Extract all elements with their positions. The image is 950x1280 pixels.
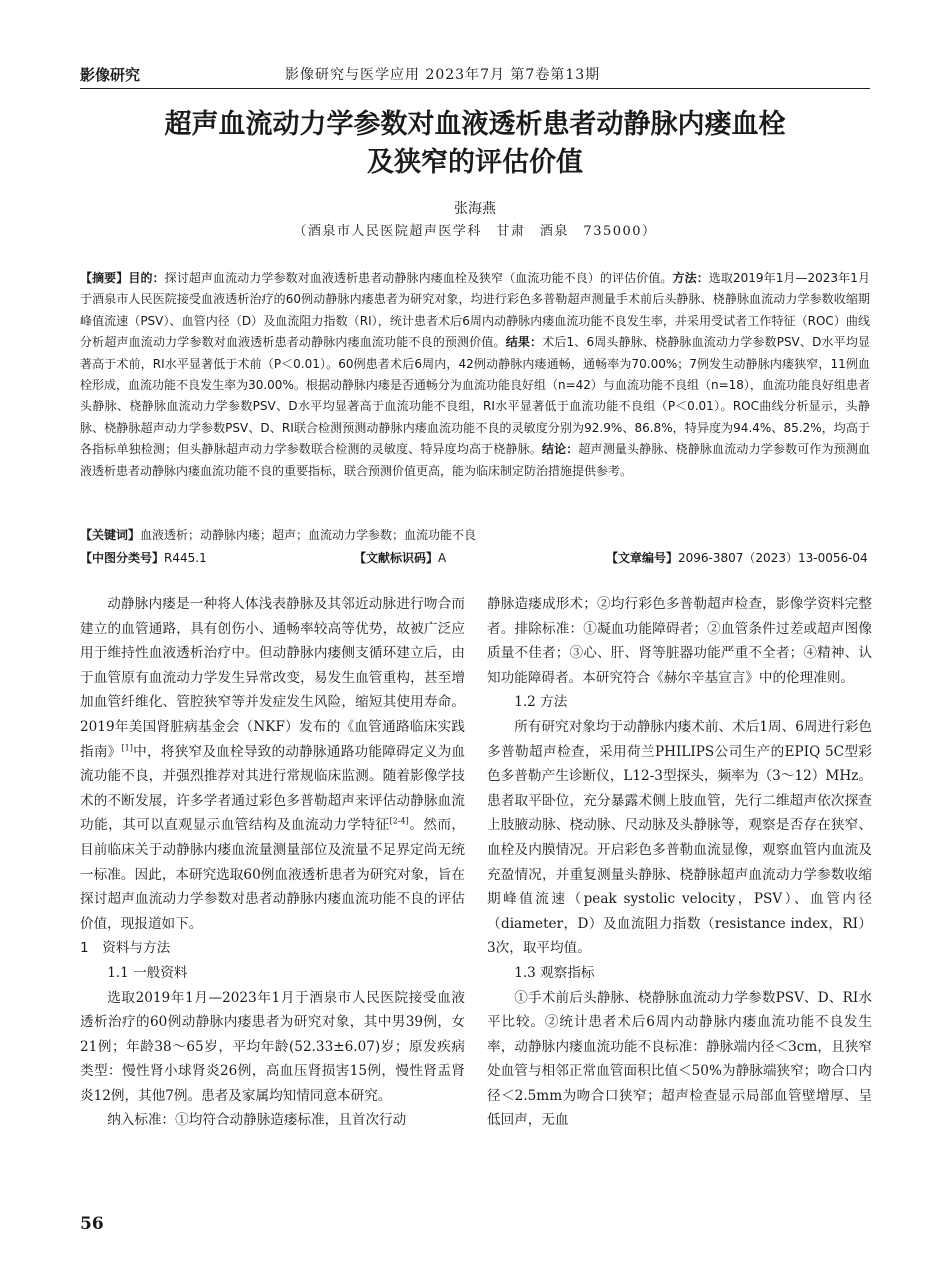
ref-1: [1]	[121, 743, 133, 753]
abstract	[80, 268, 870, 482]
conclusion-label: 结论：	[541, 442, 579, 457]
criteria-paragraph: 静脉造瘘成形术；②均行彩色多普勒超声检查，影像学资料完整者。排除标准：①凝血功能障碍者；②血管条件过差或超声图像质量不佳者；③心、肝、肾等脏器功能严重不全者；④精神、认知功能障碍者。本研究符合《赫尔辛基宣言》中的伦理准则。	[487, 596, 872, 686]
clc-value: R445.1	[164, 551, 207, 565]
results-label: 结果：	[505, 335, 543, 350]
ref-2-4: [2-4]	[389, 816, 409, 826]
section-heading-1: 1 资料与方法	[80, 940, 171, 957]
methods-text: 选取2019年1月—2023年1月于酒泉市人民医院接受血液透析治疗的60例动静脉内瘘患者为研究对象，均进行彩色多普勒超声测量手术前后头静脉、桡静脉血流动力学参数收缩期峰值流速（PSV）、血管内径（D）及血流阻力指数（RI），统计患者术后6周内动静脉内瘘血流功能不良发生率，并采用受试者工作特征（ROC）曲线分析超声血流动力学参数对血液透析患者动静脉内瘘血流功能不良的预测价值。	[80, 271, 870, 350]
right-column	[487, 592, 872, 1133]
objective-text: 探讨超声血流动力学参数对血液透析患者动静脉内瘘血栓及狭窄（血流功能不良）的评估价值。	[164, 271, 673, 285]
clc-number	[80, 549, 207, 566]
methods-label: 方法：	[672, 271, 709, 285]
results-text: 术后1、6周头静脉、桡静脉血流动力学参数PSV、D水平均显著高于术前，RI水平显著低于术前（P＜0.01）。60例患者术后6周内，42例动静脉内瘘通畅，通畅率为70.00%；7例发生动静脉内瘘狭窄，11例血栓形成，血流功能不良发生率为30.00%。根据动静脉内瘘是否通畅分为血流功能良好组（n=42）与血流功能不良组（n=18），血流功能良好组患者头静脉、桡静脉血流动力学参数PSV、D水平均显著高于血流功能不良组，RI水平显著低于血流功能不良组（P＜0.01）。ROC曲线分析显示，头静脉、桡静脉超声动力学参数PSV、D、RI联合检测预测动静脉内瘘血流功能不良的灵敏度分别为92.9%、86.8%，特异度为94.4%、85.2%，均高于各指标单独检测；但头静脉超声动力学参数联合检测的灵敏度、特异度均高于桡静脉。	[80, 335, 870, 457]
title-line-2: 及狭窄的评估价值	[367, 147, 583, 178]
general-data-paragraph: 选取2019年1月—2023年1月于酒泉市人民医院接受血液透析治疗的60例动静脉内瘘患者为研究对象，其中男39例，女21例；年龄38～65岁，平均年龄(52.33±6.07)岁；原发疾病类型：慢性肾小球肾炎26例，高血压肾损害15例，慢性肾盂肾炎12例，其他7例。患者及家属均知情同意本研究。	[80, 989, 465, 1104]
indicators-paragraph: ①手术前后头静脉、桡静脉血流动力学参数PSV、D、RI水平比较。②统计患者术后6周内动静脉内瘘血流功能不良发生率，动静脉内瘘血流功能不良标准：静脉端内径＜3cm，且狭窄处血管与相邻正常血管面积比值＜50%为静脉端狭窄；吻合口内径＜2.5mm为吻合口狭窄；超声检查显示局部血管壁增厚、呈低回声，无血	[487, 989, 872, 1129]
abstract-label: 【摘要】	[80, 271, 129, 285]
doc-code	[354, 549, 446, 566]
doc-code-value: A	[438, 551, 447, 565]
keywords-label: 【关键词】	[80, 528, 141, 542]
article-number	[606, 549, 868, 566]
doc-code-label: 【文献标识码】	[354, 551, 439, 565]
section-label: 影像研究	[80, 66, 141, 84]
subsection-heading-1-3: 1.3 观察指标	[514, 964, 595, 981]
intro-text-1: 动静脉内瘘是一种将人体浅表静脉及其邻近动脉进行吻合而建立的血管通路，具有创伤小、通畅率较高等优势，故被广泛应用于维持性血液透析治疗中。但动静脉内瘘侧支循环建立后，由于血管原有血流动力学发生异常改变，易发生血管重构，甚至增加血管纤维化、管腔狭窄等并发症发生风险，缩短其使用寿命。2019年美国肾脏病基金会（NKF）发布的《血管通路临床实践指南》	[80, 596, 465, 760]
article-no-value: 2096-3807（2023）13-0056-04	[678, 551, 868, 565]
keywords-text: 血液透析；动静脉内瘘；超声；血流动力学参数；血流功能不良	[140, 528, 477, 542]
subsection-heading-1-1: 1.1 一般资料	[107, 964, 188, 981]
subsection-heading-1-2: 1.2 方法	[514, 694, 568, 711]
conclusion-text: 超声测量头静脉、桡静脉血流动力学参数可作为预测血液透析患者动静脉内瘘血流功能不良的重要指标，联合预测价值更高，能为临床制定防治措施提供参考。	[80, 442, 870, 478]
objective-label: 目的：	[128, 271, 165, 285]
intro-text-2: 中，将狭窄及血栓导致的动静脉通路功能障碍定义为血流功能不良，并强烈推荐对其进行常规临床监测。随着影像学技术的不断发展，许多学者通过彩色多普勒超声来评估动静脉血流功能，其可以直观显示血管结构及血流动力学特征	[80, 743, 466, 834]
journal-header: 影像研究与医学应用 2023年7月 第7卷第13期	[285, 67, 601, 83]
left-column	[80, 592, 465, 1133]
intro-text-3: 。然而，目前临床关于动静脉内瘘血流量测量部位及流量不足界定尚无统一标准。因此，本研究选取60例血液透析患者为研究对象，旨在探讨超声血流动力学参数对患者动静脉内瘘血流功能不良的评估价值，现报道如下。	[80, 817, 466, 932]
affiliation: （酒泉市人民医院超声医学科 甘肃 酒泉 735000）	[293, 224, 657, 239]
article-no-label: 【文章编号】	[606, 551, 679, 565]
keywords	[80, 526, 870, 543]
clc-label: 【中图分类号】	[80, 551, 165, 565]
intro-paragraph	[80, 592, 465, 936]
methods-paragraph: 所有研究对象均于动静脉内瘘术前、术后1周、6周进行彩色多普勒超声检查，采用荷兰PHILIPS公司生产的EPIQ 5C型彩色多普勒产生诊断仪，L12-3型探头，频率为（3～12）MHz。患者取平卧位，充分暴露术侧上肢血管，先行二维超声依次探查上肢腋动脉、桡动脉、尺动脉及头静脉等，观察是否存在狭窄、血栓及内膜情况。开启彩色多普勒血流显像，观察血管内血流及充盈情况，并重复测量头静脉、桡静脉超声血流动力学参数收缩期峰值流速（peak systolic velocity，PSV）、血管内径（diameter，D）及血流阻力指数（resistance index，RI）3次，取平均值。	[487, 718, 872, 957]
author: 张海燕	[454, 201, 496, 217]
page-number: 56	[80, 1214, 104, 1234]
title-line-1: 超声血流动力学参数对血液透析患者动静脉内瘘血栓	[164, 109, 786, 140]
article-title	[80, 106, 870, 182]
inclusion-paragraph: 纳入标准：①均符合动静脉造瘘标准，且首次行动	[107, 1112, 407, 1129]
header-rule	[80, 88, 870, 89]
